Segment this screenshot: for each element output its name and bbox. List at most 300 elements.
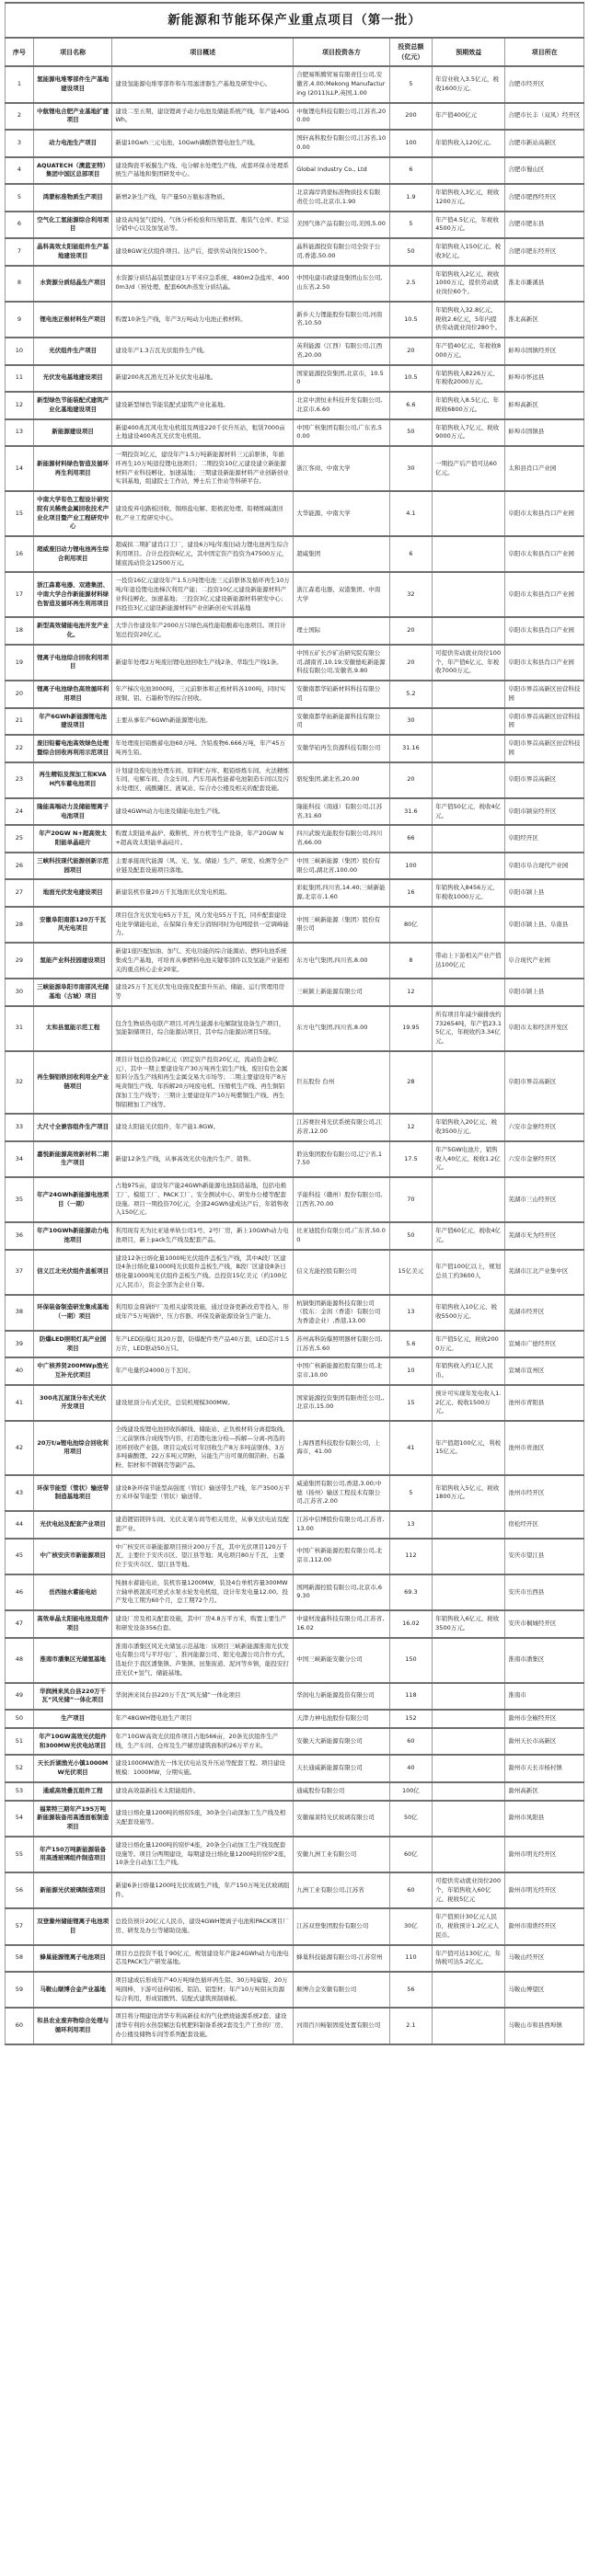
cell-investment-amount: 10.5	[389, 302, 433, 338]
table-row	[6, 157, 584, 185]
cell-investment-amount: 69.3	[389, 1574, 433, 1610]
cell-project-name: 年产24GWh新能源电池项目（一期）	[33, 1177, 112, 1222]
cell-location: 滁州市南谯经开区	[505, 1908, 584, 1944]
cell-location: 安庆市望江县	[505, 1539, 584, 1574]
cell-no: 3	[6, 130, 34, 157]
cell-no: 18	[6, 617, 34, 645]
cell-expected-benefit	[433, 762, 505, 798]
cell-investors: 华润电力新能源投资有限公司	[294, 1683, 389, 1711]
table-row	[6, 762, 584, 798]
cell-location: 蚌埠市固镇县	[505, 419, 584, 447]
cell-no: 37	[6, 1250, 34, 1295]
cell-investors: 国家能源投资集团有限责任公司,,北京市,15.00	[294, 1385, 389, 1421]
cell-expected-benefit: 年销售收入10亿元、税收5500万元。	[433, 1295, 505, 1331]
cell-location: 芜湖市无为经开区	[505, 1222, 584, 1250]
cell-project-desc: 包含生物质热电联产项目,可再生能源水电解制氢设备生产项目，氢能制储项目，综合能源站项目，其中综合能源站项目5座。	[112, 1006, 294, 1051]
cell-project-desc: 建设屋顶分布式光伏，总装机规模300MW。	[112, 1385, 294, 1421]
cell-project-name: 中广核养贤200MWp渔光互补光伏项目	[33, 1357, 112, 1385]
cell-project-desc: 新建年处理2万吨废旧锂电池回收生产线2条、萃取生产线1条。	[112, 645, 294, 681]
cell-investment-amount: 100	[389, 853, 433, 880]
cell-project-name: 环保节能型（管状）输送带制造基地项目	[33, 1475, 112, 1511]
cell-investors: 国轩高科股份有限公司,江苏省,100.00	[294, 130, 389, 157]
cell-expected-benefit: 年销售收入8226万元、年税收2000万元。	[433, 365, 505, 393]
cell-project-name: 锂离子电池绿色高效循环利用项目	[33, 681, 112, 708]
table-row	[6, 1945, 584, 1973]
cell-no: 31	[6, 1006, 34, 1051]
cell-expected-benefit	[433, 491, 505, 536]
cell-location: 宿松经开区	[505, 1511, 584, 1539]
cell-expected-benefit: 年销售收入6亿元、税收3500万元。	[433, 1610, 505, 1638]
cell-investors: 顺博合金安徽有限公司	[294, 1972, 389, 2008]
cell-project-desc: 新建400兆瓦风电发电机组及两座220千伏升压站，租赁7000亩土地建设400兆瓦光伏发电机组。	[112, 419, 294, 447]
column-header-no: 序号	[6, 38, 34, 66]
cell-project-desc: 建设8GW光伏组件项目。达产后，提供劳动岗位1500个。	[112, 238, 294, 266]
cell-location: 阜阳市界首高新区田营科技园	[505, 708, 584, 736]
cell-investment-amount: 40	[389, 1755, 433, 1782]
cell-no: 25	[6, 825, 34, 853]
cell-location: 蚌埠市固镇经开区	[505, 338, 584, 365]
cell-project-desc: 华润洲来凤台县220万千瓦“风光储”一体化项目	[112, 1683, 294, 1711]
cell-investors: 大华能源、中南大学	[294, 491, 389, 536]
table-row	[6, 1475, 584, 1511]
table-row	[6, 1972, 584, 2008]
cell-project-name: 大尺寸全兼容组件生产项目	[33, 1114, 112, 1141]
cell-project-desc: 建设日熔化量1200吨的窑炉4座，20条全自动加工生产线及配套设施等。项目分两期建设，每期建设日熔化量1200吨的窑炉2座，10条全自动加工生产线。	[112, 1837, 294, 1872]
table-row	[6, 1610, 584, 1638]
cell-investors: 中国电建市政建设集团山东公司,山东省,2.50	[294, 266, 389, 302]
cell-location: 阜阳市太和经济开发区	[505, 1006, 584, 1051]
cell-project-name: 和县农业废弃物综合处理与循环利用项目	[33, 2008, 112, 2044]
cell-project-name: 鸿蒙标准物质生产项目	[33, 184, 112, 212]
cell-no: 15	[6, 491, 34, 536]
table-row	[6, 1295, 584, 1331]
cell-project-name: 新能源建设项目	[33, 419, 112, 447]
cell-no: 4	[6, 157, 34, 185]
cell-project-desc: 一期投资3亿元，建设年产1.5万吨新能源材料三元前驱体，年循环再生10万吨退役锂电池项目；二期投资10亿元建设建立新能源材料产业科技孵化、加速基地；三期建设新能源材料产业创新创业实训基地，组建院士工作站，博士后工作站等科研平台。	[112, 446, 294, 491]
header-row	[6, 38, 584, 66]
cell-investors: 中国五矿长沙矿冶研究院有限公司,湖南省,10.19;安徽德屹新能源科技有限公司,安徽省,9.80	[294, 645, 389, 681]
cell-investment-amount: 10	[389, 1357, 433, 1385]
cell-investors: 安徽南都华拓新能源科技有限公司	[294, 708, 389, 736]
cell-no: 59	[6, 1972, 34, 2008]
cell-investment-amount: 20	[389, 338, 433, 365]
cell-expected-benefit: 年销售收入2亿元、税收1000万元，提供劳动就业岗位60个。	[433, 266, 505, 302]
cell-project-name: 年产10GW高效光伏组件和300MW光伏电站项目	[33, 1728, 112, 1756]
cell-expected-benefit	[433, 853, 505, 880]
cell-no: 52	[6, 1755, 34, 1782]
cell-location: 蚌埠市怀远县	[505, 365, 584, 393]
table-row	[6, 825, 584, 853]
cell-investors: 国家能源投资集团,北京市，10.50	[294, 365, 389, 393]
cell-project-name: 新能源光伏玻璃制造项目	[33, 1872, 112, 1908]
cell-no: 56	[6, 1872, 34, 1908]
cell-project-name: 双登滁州储能锂离子电池项目	[33, 1908, 112, 1944]
cell-investors: 安徽天大新能源有限公司	[294, 1728, 389, 1756]
cell-project-desc: 建设4GWH动力电池及储能电池生产线。	[112, 798, 294, 826]
cell-location: 合肥市长丰（双凤）经开区	[505, 103, 584, 131]
cell-project-desc: 年产电量约24000万千瓦时。	[112, 1357, 294, 1385]
cell-project-desc: 建设年产1.3吉瓦光伏组件生产线。	[112, 338, 294, 365]
cell-expected-benefit	[433, 1638, 505, 1683]
cell-project-name: 超威废旧动力锂电池再生综合利用项目	[33, 536, 112, 572]
cell-location: 阜阳市太和县肖口产业园	[505, 572, 584, 617]
cell-investment-amount: 152	[389, 1710, 433, 1728]
cell-investors: 合肥易斯腾贸易有限责任公司,安徽省,4.00;Mekong Manufacturing (2011)LLP,英国,1.00	[294, 66, 389, 102]
cell-investment-amount: 100亿	[389, 1782, 433, 1801]
cell-no: 34	[6, 1141, 34, 1177]
cell-project-name: 年产20GW N+超高效太阳能单晶硅片	[33, 825, 112, 853]
cell-location: 合肥市肥西经开区	[505, 184, 584, 212]
cell-project-name: 年产150万吨新能源装备用高透玻璃组件制造项目	[33, 1837, 112, 1872]
cell-location: 池州市经开区	[505, 1475, 584, 1511]
cell-investment-amount: 60	[389, 1872, 433, 1908]
cell-expected-benefit: 年产5GW电池片，销售收入40亿元、税收1.2亿元。	[433, 1141, 505, 1177]
cell-expected-benefit: 年销售收入20亿元、税收3500万元。	[433, 1114, 505, 1141]
cell-investment-amount: 15亿美元	[389, 1250, 433, 1295]
title-row	[6, 3, 584, 38]
cell-project-name: 300兆瓦屋顶分布式光伏开发项目	[33, 1385, 112, 1421]
cell-project-desc: 建设12条日熔化量1000吨光伏组件盖板生产线，其中A段厂区建设4条日熔化量1000吨光伏组件盖板生产线，B段厂区建设8条日熔化量1000吨光伏组件盖板生产线。总投资15亿美元（约100亿元人民币），资金全部为企业自筹。	[112, 1250, 294, 1295]
cell-expected-benefit: 年销售收入5亿元、税收1800万元。	[433, 1475, 505, 1511]
cell-investors: 中国广核新能源控股有限公司,北京市,10.00	[294, 1357, 389, 1385]
cell-project-desc: 购置太阳能单晶炉、截断机、开方机等生产设备，年产20GW N+超高效太阳能单晶硅片。	[112, 825, 294, 853]
cell-investment-amount: 1.9	[389, 184, 433, 212]
cell-project-desc: 纯抽水蓄能电站，装机容量1200MW，装设4台单机容量300MW立轴单极混流可逆式水泵水轮发电机组，设计年发电量12.00。投产发电工期为60个月，总工期72个月。	[112, 1574, 294, 1610]
cell-no: 16	[6, 536, 34, 572]
cell-project-desc: 年产LED防爆灯具20万套，防爆配件类产品40万套，LED芯片1.5万片，LED驱动50万只。	[112, 1331, 294, 1358]
cell-investors: 天津力神电池股份有限公司	[294, 1710, 389, 1728]
table-row	[6, 1051, 584, 1115]
cell-investment-amount: 30	[389, 446, 433, 491]
cell-expected-benefit	[433, 979, 505, 1006]
cell-project-name: 天长沂湖渔光小镇1000MW光伏项目	[33, 1755, 112, 1782]
cell-no: 54	[6, 1801, 34, 1837]
cell-investors: 新乡天力锂能股份有限公司,河南省,10.50	[294, 302, 389, 338]
cell-no: 45	[6, 1539, 34, 1574]
cell-investors: 威通集团有限公司,香港,3.00;中德（扬州）输送工程技术有限公司,江苏省,2.00	[294, 1475, 389, 1511]
cell-location: 芜湖市江北产业集中区	[505, 1250, 584, 1295]
cell-no: 1	[6, 66, 34, 102]
cell-project-name: 中南大学有色工程设计研究院有关稀贵金属回收技术产业化项目暨产业工程研究中心	[33, 491, 112, 536]
cell-project-desc: 建设8条环保节能型高强度（管状）输送带生产线，年产3500万平方米环保节能型（管状）输送带。	[112, 1475, 294, 1511]
cell-expected-benefit	[433, 1782, 505, 1801]
cell-no: 35	[6, 1177, 34, 1222]
cell-project-name: 环保装备制造研发集成基地（一期）项目	[33, 1295, 112, 1331]
cell-investment-amount: 20	[389, 617, 433, 645]
table-row	[6, 536, 584, 572]
cell-no: 19	[6, 645, 34, 681]
cell-investment-amount: 13	[389, 1295, 433, 1331]
cell-expected-benefit: 可提供劳动就业岗位100个，年产值6亿元、年税收7000万元。	[433, 645, 505, 681]
cell-investment-amount: 2.5	[389, 266, 433, 302]
cell-location: 淮北市濉溪县	[505, 266, 584, 302]
cell-investors: 英利能源（江西）有限公司,江西省,20.00	[294, 338, 389, 365]
cell-investment-amount: 200	[389, 103, 433, 131]
cell-expected-benefit	[433, 1177, 505, 1222]
cell-location: 淮南市潘集区	[505, 1638, 584, 1683]
cell-investors: 浙江客商、中南大学	[294, 446, 389, 491]
cell-location: 阜阳市阜合现代产业园	[505, 853, 584, 880]
cell-location: 阜合现代产业园	[505, 943, 584, 979]
cell-location: 马鞍山市和县西埠镇	[505, 2008, 584, 2044]
cell-location: 阜阳市界首高新区	[505, 1051, 584, 1115]
cell-no: 49	[6, 1683, 34, 1711]
cell-project-name: 新型绿色节能装配式建筑产业化基地建设项目	[33, 392, 112, 419]
cell-no: 8	[6, 266, 34, 302]
cell-no: 10	[6, 338, 34, 365]
cell-investors: 北京海岸鸿蒙标准物质技术有限责任公司,北京市,1.90	[294, 184, 389, 212]
cell-project-desc: 项目建成后形成年产40万吨绿色循环再生铝、30万吨扁锭、20万吨圆棒，下游可延伸铝板、铝箔、铝型材；年产10万吨铝灰资源综合利用，形成铝酸钙、装配式建筑预制墙板。	[112, 1972, 294, 2008]
table-row	[6, 392, 584, 419]
cell-project-name: 废旧铅蓄电池高效绿色处理暨综合回收再利用示范项目	[33, 735, 112, 762]
table-row	[6, 1683, 584, 1711]
table-row	[6, 2008, 584, 2044]
cell-investors: 河南百川畅银固废处置有限公司	[294, 2008, 389, 2044]
cell-project-name: 光伏电站及配套产业项目	[33, 1511, 112, 1539]
cell-project-desc: 占地975亩，建设年产能24GWh新能源电池制造基地，包括电极工厂、模组工厂、PACK工厂、安全测试中心、研发办公楼等配套设施。项目一期投资70亿元，全部24GWh建成达产后，年销售收入150亿元,	[112, 1177, 294, 1222]
cell-investment-amount: 20	[389, 762, 433, 798]
cell-project-name: 再生铜铝铁回收利用全产业链项目	[33, 1051, 112, 1115]
cell-expected-benefit	[433, 1710, 505, 1728]
table-row	[6, 1638, 584, 1683]
cell-investment-amount: 60	[389, 1728, 433, 1756]
cell-project-name: 太和县氢能示范工程	[33, 1006, 112, 1051]
cell-project-name: 浙江森葛电器、双港集团、中南大学合作新能源材料绿色智造及循环再生利用项目	[33, 572, 112, 617]
spreadsheet-page	[3, 0, 586, 2045]
cell-expected-benefit: 年产值预计30亿元人民币，税收预计1.2亿元人民币。	[433, 1908, 505, 1944]
cell-location: 阜阳市颍上县	[505, 979, 584, 1006]
cell-no: 26	[6, 853, 34, 880]
cell-investors: 安徽九洲工业有限公司	[294, 1837, 389, 1872]
cell-investors: 天长通威新能源有限公司	[294, 1755, 389, 1782]
table-head	[6, 3, 584, 66]
cell-investment-amount: 150	[389, 1638, 433, 1683]
cell-investors: 四川武骏光能股份有限公司,四川省,66.00	[294, 825, 389, 853]
cell-project-desc: 新建1座匹配加油、加气、充电功能的综合能源站、燃料电池系统集成生产基地，可培育从事燃料电池关键零部件以及氢能产业链相关的重点核心企业20家。	[112, 943, 294, 979]
cell-no: 27	[6, 879, 34, 907]
cell-investment-amount: 5	[389, 212, 433, 239]
cell-investment-amount: 80亿	[389, 907, 433, 943]
cell-project-name: 三峡科技现代能源创新示范园项目	[33, 853, 112, 880]
cell-investment-amount: 30	[389, 708, 433, 736]
cell-no: 46	[6, 1574, 34, 1610]
cell-investment-amount: 110	[389, 1945, 433, 1973]
cell-investment-amount: 2.1	[389, 2008, 433, 2044]
cell-location: 阜阳市太和县肖口产业园	[505, 491, 584, 536]
cell-investors: 三峡颍上新能源有限公司	[294, 979, 389, 1006]
cell-no: 41	[6, 1385, 34, 1421]
cell-no: 50	[6, 1710, 34, 1728]
cell-no: 42	[6, 1421, 34, 1475]
cell-investors: 美国气体产品有限公司,美国,5.00	[294, 212, 389, 239]
cell-project-name: 新型高效储能电池开发产业化。	[33, 617, 112, 645]
cell-expected-benefit	[433, 907, 505, 943]
cell-investors: Global Industry Co., Ltd	[294, 157, 389, 185]
cell-investment-amount: 6	[389, 536, 433, 572]
cell-investment-amount: 50	[389, 419, 433, 447]
cell-investors: 信义光能控股有限公司	[294, 1250, 389, 1295]
cell-project-desc: 项目包含光伏发电65万千瓦，风力发电55万千瓦，同步配套建设电化学储能电站，在保障自身充分消纳同时为电网提供一定调峰能力。	[112, 907, 294, 943]
cell-investors: 江苏赛拉弗光伏系统有限公司,江苏省,12.00	[294, 1114, 389, 1141]
cell-project-desc: 项目计划总投资28亿元（固定资产投资20亿元，流动资金8亿元），其中一期主要建设年产30万吨再生铝生产线、废旧有色金属原料分选生产线和再生金属交易大市场等；二期主要建设年产8万吨黄铜生产线、年拆解20万吨废电机、压缩机生产线、再生铜铝深加工生产线等；三期计主要建设年产10万吨紫铜生产线、再生铜铝精加工产线等。	[112, 1051, 294, 1115]
table-row	[6, 66, 584, 102]
table-row	[6, 1908, 584, 1944]
cell-location: 池州市贵池区	[505, 1421, 584, 1475]
cell-project-name: 光伏发电基地建设项目	[33, 365, 112, 393]
cell-project-desc: 项目将分期建设清华专利高新技术的气化燃烧能源系统2套、建设清华专利的水热裂解法有机肥料制备系统2套及生产工作的厂房、办公楼及储物车间等系列配套设施。	[112, 2008, 294, 2044]
cell-expected-benefit: 年产值40亿元、年税收8000万元。	[433, 338, 505, 365]
cell-project-name: 通威高效叠瓦组件工程	[33, 1782, 112, 1801]
cell-location: 安庆市桐城经开区	[505, 1610, 584, 1638]
cell-investment-amount: 31.16	[389, 735, 433, 762]
cell-investors: 蜂巢科技能源有限公司-江苏常州	[294, 1945, 389, 1973]
table-row	[6, 645, 584, 681]
cell-expected-benefit: 一期投产后产值可达60亿元。	[433, 446, 505, 491]
cell-project-desc: 年处理废旧铅酸蓄电池60万吨、含铅废物6.666万吨，年产45万吨再生铅。	[112, 735, 294, 762]
cell-investors: 孚能科技（赣州）股份有限公司,江西省,70.00	[294, 1177, 389, 1222]
cell-expected-benefit: 可提供劳动就业岗位200个，年销售收入60亿元、税收5亿元	[433, 1872, 505, 1908]
table-row	[6, 1872, 584, 1908]
column-header-investors: 项目投资各方	[294, 38, 389, 66]
cell-project-name: 锂离子电池综合回收利用项目	[33, 645, 112, 681]
cell-expected-benefit: 年产值100亿以上，规划总员工约3600人	[433, 1250, 505, 1295]
cell-location: 蚌埠高新区	[505, 392, 584, 419]
cell-project-desc: 新建装机容量20万千瓦地面光伏发电机组。	[112, 879, 294, 907]
cell-project-name: 地面光伏发电建设项目	[33, 879, 112, 907]
cell-project-desc: 利用现有无为比亚迪单轨公司1号、2号厂房，新上10GWh动力电池项目，新上pack生产线及配套产品。	[112, 1222, 294, 1250]
table-row	[6, 1539, 584, 1574]
cell-project-name: 信义江北光伏组件盖板项目	[33, 1250, 112, 1295]
cell-project-name: 再生精铅及深加工和KVAH汽车蓄电池项目	[33, 762, 112, 798]
cell-location: 太和县肖口产业园	[505, 446, 584, 491]
table-row	[6, 446, 584, 491]
cell-investment-amount: 16	[389, 879, 433, 907]
table-row	[6, 708, 584, 736]
cell-investment-amount: 6	[389, 157, 433, 185]
cell-project-name: 年产6GWh新能源锂电池建设项目	[33, 708, 112, 736]
cell-location: 芜湖市三山经开区	[505, 1177, 584, 1222]
cell-project-name: 空气化工氢能源综合利用项目	[33, 212, 112, 239]
cell-investment-amount: 12	[389, 979, 433, 1006]
cell-project-name: 隆能高端动力及储能锂离子电池项目	[33, 798, 112, 826]
cell-expected-benefit: 年产值60亿元，税收4亿元。	[433, 1222, 505, 1250]
cell-expected-benefit	[433, 1801, 505, 1837]
cell-location: 合肥市新站高新区	[505, 130, 584, 157]
cell-investment-amount: 10.5	[389, 365, 433, 393]
cell-project-desc: 年产10GW高效光伏组件项目占地566亩，20条光伏组件生产线，生产车间、仓库及生产辅房建筑面积约26万平方米。	[112, 1728, 294, 1756]
table-row	[6, 184, 584, 212]
cell-investors: 安徽福莱特光伏玻璃有限公司	[294, 1801, 389, 1837]
cell-project-name: 光伏组件生产项目	[33, 338, 112, 365]
table-row	[6, 1574, 584, 1610]
table-row	[6, 1141, 584, 1177]
table-row	[6, 1728, 584, 1756]
table-row	[6, 1421, 584, 1475]
cell-no: 21	[6, 708, 34, 736]
cell-expected-benefit: 所有项目年减少碳排放约732654吨，年产值23.15亿元，年税收约3.34亿元。	[433, 1006, 505, 1051]
cell-investors: 中国三峡新能源（集团）股份有限公司	[294, 907, 389, 943]
cell-no: 29	[6, 943, 34, 979]
cell-investors: 江苏中信博股份有限公司,江苏省,13.00	[294, 1511, 389, 1539]
cell-project-desc: 新增2条生产线，年产量50万瓶标准物质。	[112, 184, 294, 212]
cell-investors: 骆驼集团,湖北省,20.00	[294, 762, 389, 798]
cell-project-name: 防爆LED照明灯具产业园项目	[33, 1331, 112, 1358]
cell-investment-amount: 41	[389, 1421, 433, 1475]
cell-no: 39	[6, 1331, 34, 1358]
table-row	[6, 302, 584, 338]
cell-project-name: 淮南市潘集区光储氢基地	[33, 1638, 112, 1683]
cell-expected-benefit	[433, 1755, 505, 1782]
cell-project-desc: 建设太阳能光伏组件，年产能1.8GW。	[112, 1114, 294, 1141]
table-row	[6, 1511, 584, 1539]
cell-no: 17	[6, 572, 34, 617]
table-row	[6, 365, 584, 393]
cell-project-desc: 全线建设废锂电池回收拆解线、储能站、正负极材料分离提取线、三元前驱体合成线等内容，打造锂电池分检—拆解—分离-再选的闭环回收产业链。项目完成后可年回收生产8万多吨前驱体、3万多吨碳酸锂、22万多吨元明粉，另能生产出可观的铜箔粉、石墨粉、铝材和不锈钢壳等副产品。	[112, 1421, 294, 1475]
cell-no: 23	[6, 762, 34, 798]
cell-location: 六安市金寨经开区	[505, 1114, 584, 1141]
cell-expected-benefit	[433, 681, 505, 708]
cell-location: 阜阳市太和县肖口产业园	[505, 617, 584, 645]
column-header-desc: 项目概述	[112, 38, 294, 66]
cell-project-desc: 年产梯次电池3000吨，三元前驱体和正极材料各100吨，同时实现铜、铝、石墨粉等的综合回收。	[112, 681, 294, 708]
cell-location: 马鞍山博望区	[505, 1972, 584, 2008]
table-row	[6, 1250, 584, 1295]
cell-investment-amount: 13	[389, 1511, 433, 1539]
cell-project-desc: 利用原金鼎锅炉厂及相关建筑设施，通过设备更新改造等投入，形成年产5万吨锅炉、压力容器、环保及新能源设备生产能力。	[112, 1295, 294, 1331]
cell-expected-benefit	[433, 708, 505, 736]
cell-project-desc: 年产48GWH锂电池生产项目	[112, 1710, 294, 1728]
cell-investment-amount: 28	[389, 1051, 433, 1115]
cell-expected-benefit: 年营业收入3.5亿元，税收1600万元。	[433, 66, 505, 102]
table-row	[6, 853, 584, 880]
cell-expected-benefit	[433, 825, 505, 853]
cell-location: 合肥市肥东县	[505, 212, 584, 239]
table-row	[6, 130, 584, 157]
table-body	[6, 66, 584, 2044]
cell-investment-amount: 5.6	[389, 1331, 433, 1358]
column-header-name: 项目名称	[33, 38, 112, 66]
cell-no: 55	[6, 1837, 34, 1872]
cell-project-name: 中广核安庆市新能源项目	[33, 1539, 112, 1574]
table-row	[6, 979, 584, 1006]
cell-project-desc: 淮南市潘集区风光火储氢示范基地：该项目三峡新能源淮南光伏发电有限公司与平圩电厂、淮河能源公司、阳光电源公司合作方式，选址位于我区潘集镇、芦集镇、田集街道、泥河等乡镇，能投安打造光伏+氢气、储能基地。	[112, 1638, 294, 1683]
cell-location: 淮南市	[505, 1683, 584, 1711]
cell-project-name: AQUATECH（澳蓝亚特）集团中国区总部项目	[33, 157, 112, 185]
cell-investment-amount: 100	[389, 130, 433, 157]
cell-expected-benefit	[433, 1051, 505, 1115]
cell-project-name: 蜂巢能源锂离子电池项目	[33, 1945, 112, 1973]
cell-expected-benefit: 年销售收入约1亿人民币。	[433, 1357, 505, 1385]
cell-project-desc: 建设氢能源电堆零部件和车用滤清器生产基地及研发中心。	[112, 66, 294, 102]
cell-location: 阜阳市界首高新区田营科技园	[505, 681, 584, 708]
cell-project-name: 年产10GWh新能源动力电池项目	[33, 1222, 112, 1250]
cell-project-name: 岳西抽水蓄能电站	[33, 1574, 112, 1610]
cell-investors: 中国三峡新能源（集团）股份有限公司,湖北省,100.00	[294, 853, 389, 880]
cell-no: 57	[6, 1908, 34, 1944]
cell-project-desc: 建设陶瓷平板膜生产线、电分解水处理生产线、成套环保水处理系统生产基地和集团研发中心。	[112, 157, 294, 185]
cell-no: 20	[6, 681, 34, 708]
cell-investment-amount: 50	[389, 238, 433, 266]
cell-expected-benefit	[433, 1972, 505, 2008]
cell-investment-amount: 66	[389, 825, 433, 853]
table-row	[6, 103, 584, 131]
cell-no: 38	[6, 1295, 34, 1331]
cell-project-name: 动力电池生产项目	[33, 130, 112, 157]
cell-location: 阜阳市界首高新区	[505, 762, 584, 798]
cell-investors: 晶科能源投资有限公司全资子公司,香港,50.00	[294, 238, 389, 266]
cell-investment-amount: 4.1	[389, 491, 433, 536]
cell-location: 安庆市岳西县	[505, 1574, 584, 1610]
